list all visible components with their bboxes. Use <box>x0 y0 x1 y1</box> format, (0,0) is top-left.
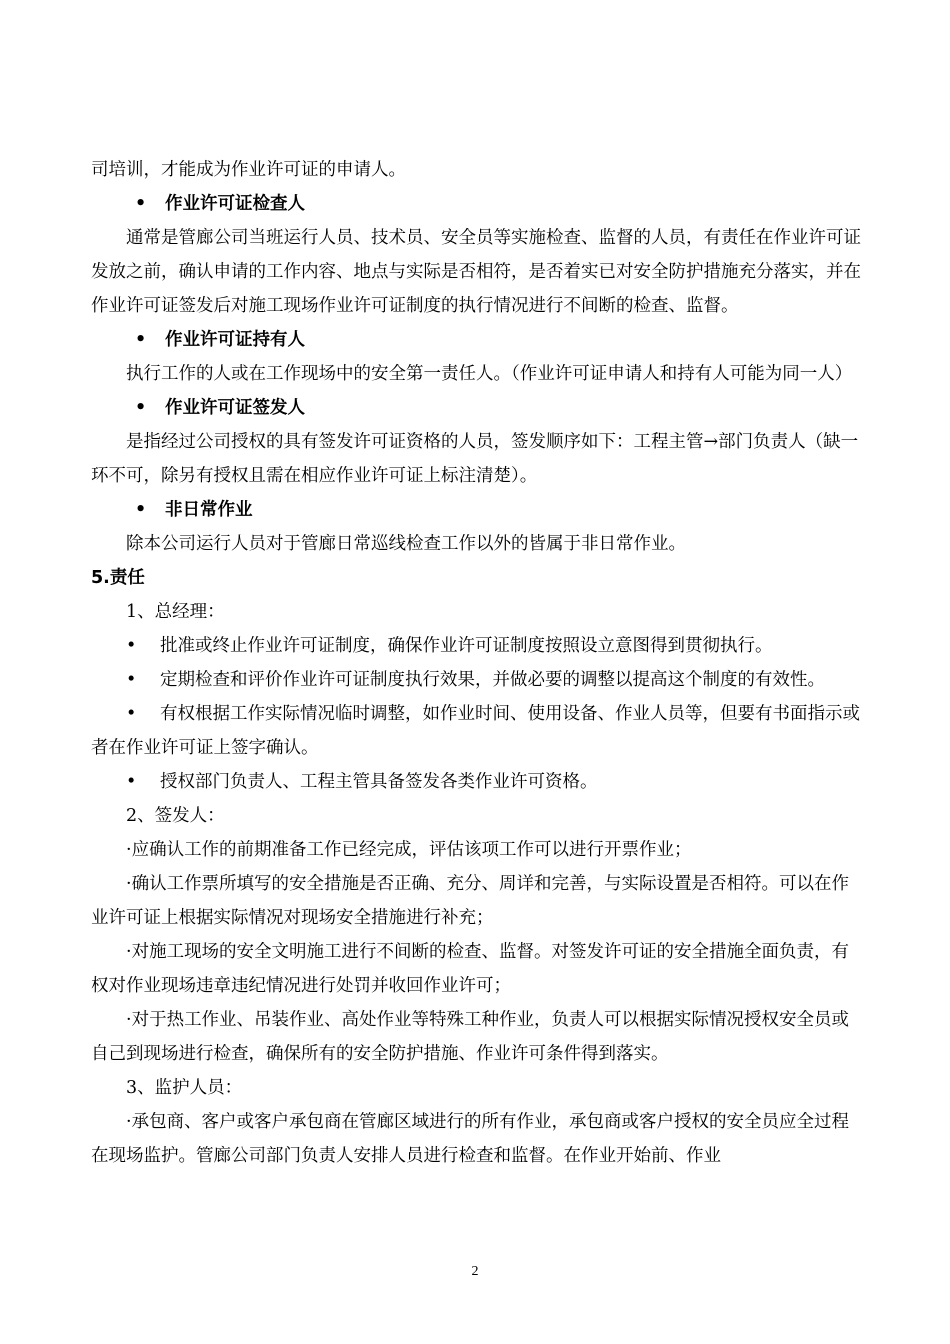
bullet-item: • 定期检查和评价作业许可证制度执行效果，并做必要的调整以提高这个制度的有效性。 <box>91 663 861 697</box>
bullet-item: • 授权部门负责人、工程主管具备签发各类作业许可资格。 <box>91 765 861 799</box>
paragraph: 执行工作的人或在工作现场中的安全第一责任人。（作业许可证申请人和持有人可能为同一人） <box>126 364 853 384</box>
bullet-dot-icon: • <box>126 772 137 792</box>
dot-item: ·对施工现场的安全文明施工进行不间断的检查、监督。对签发许可证的安全措施全面负责，有权对作业现场违章违纪情况进行处罚并收回作业许可； <box>91 942 850 996</box>
bullet-dot-icon: • <box>135 500 147 520</box>
bullet-dot-icon: • <box>135 398 147 418</box>
bullet-dot-icon: • <box>126 670 137 690</box>
bullet-dot-icon: • <box>135 330 147 350</box>
subsection-label: 1、总经理： <box>126 602 225 622</box>
dot-item: ·对于热工作业、吊装作业、高处作业等特殊工种作业，负责人可以根据实际情况授权安全员或自己到现场进行检查，确保所有的安全防护措施、作业许可条件得到落实。 <box>91 1010 850 1064</box>
bullet-heading: • 作业许可证持有人 <box>91 323 861 357</box>
dot-item: ·确认工作票所填写的安全措施是否正确、充分、周详和完善，与实际设置是否相符。可以在作业许可证上根据实际情况对现场安全措施进行补充； <box>91 874 850 928</box>
paragraph: 司培训，才能成为作业许可证的申请人。 <box>91 160 406 180</box>
section-heading: 5.责任 <box>91 568 145 588</box>
subsection-label: 3、监护人员： <box>126 1078 243 1098</box>
body-text <box>91 153 861 1173</box>
subsection-label: 2、签发人： <box>126 806 225 826</box>
paragraph: 是指经过公司授权的具有签发许可证资格的人员，签发顺序如下：工程主管→部门负责人（缺一环不可，除另有授权且需在相应作业许可证上标注清楚）。 <box>91 432 859 486</box>
bullet-heading: • 作业许可证签发人 <box>91 391 861 425</box>
bullet-heading: • 非日常作业 <box>91 493 861 527</box>
bullet-item: • 批准或终止作业许可证制度，确保作业许可证制度按照设立意图得到贯彻执行。 <box>91 629 861 663</box>
page-number: 2 <box>471 1264 479 1279</box>
bullet-item: • 有权根据工作实际情况临时调整，如作业时间、使用设备、作业人员等，但要有书面指示或者在作业许可证上签字确认。 <box>91 697 861 765</box>
bullet-dot-icon: • <box>135 194 147 214</box>
dot-item: ·承包商、客户或客户承包商在管廊区域进行的所有作业，承包商或客户授权的安全员应全过程在现场监护。管廊公司部门负责人安排人员进行检查和监督。在作业开始前、作业 <box>91 1112 850 1166</box>
dot-item: ·应确认工作的前期准备工作已经完成，评估该项工作可以进行开票作业； <box>126 840 692 860</box>
paragraph: 通常是管廊公司当班运行人员、技术员、安全员等实施检查、监督的人员，有责任在作业许可证发放之前，确认申请的工作内容、地点与实际是否相符，是否着实已对安全防护措施充分落实，并在作业许可证签发后对施工现场作业许可证制度的执行情况进行不间断的检查、监督。 <box>91 228 861 316</box>
bullet-dot-icon: • <box>126 636 137 656</box>
paragraph: 除本公司运行人员对于管廊日常巡线检查工作以外的皆属于非日常作业。 <box>126 534 686 554</box>
bullet-heading: • 作业许可证检查人 <box>91 187 861 221</box>
bullet-dot-icon: • <box>126 704 137 724</box>
